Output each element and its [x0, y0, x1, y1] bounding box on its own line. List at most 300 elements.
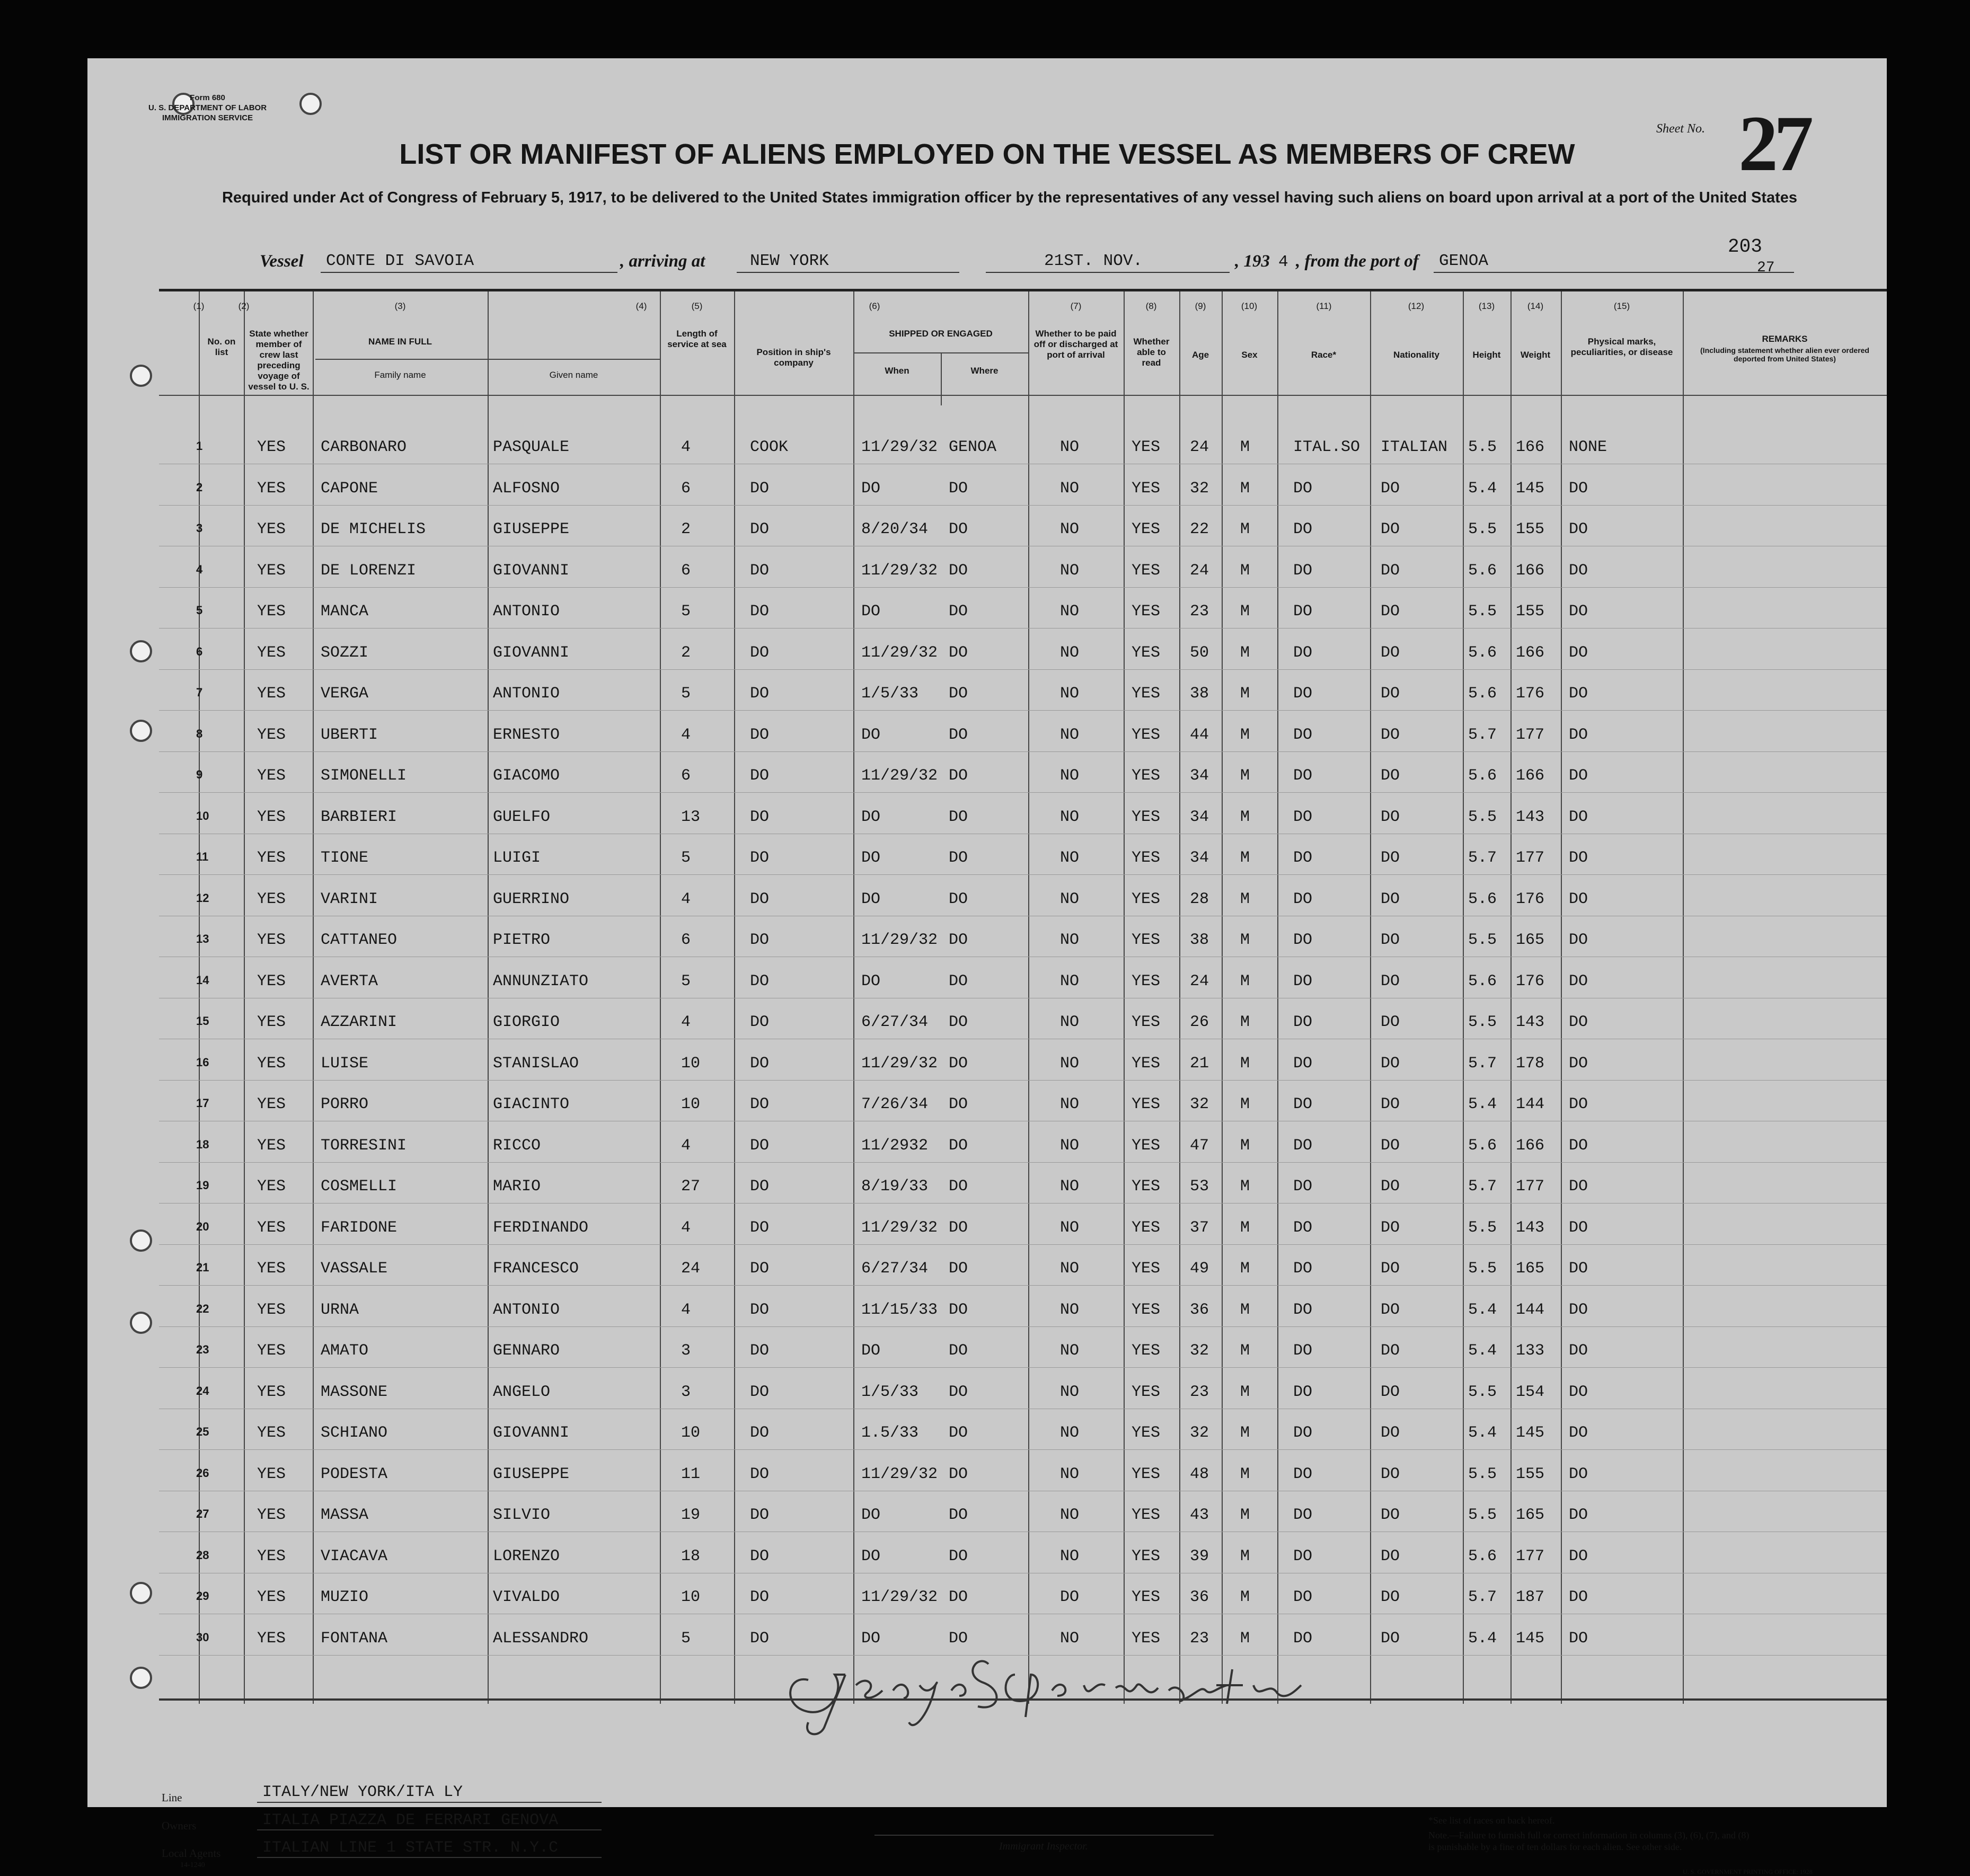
row-number: 27	[196, 1507, 209, 1520]
service-length-cell: 24	[681, 1260, 701, 1278]
able-to-read-cell: YES	[1132, 520, 1161, 538]
previous-voyage-cell: YES	[257, 1506, 286, 1524]
able-to-read-cell: YES	[1132, 1506, 1161, 1524]
sex-cell: M	[1240, 890, 1250, 908]
age-cell: 37	[1190, 1218, 1209, 1237]
paid-off-cell: NO	[1060, 1054, 1080, 1073]
position-cell: DO	[750, 1383, 770, 1401]
header-remarks-note: (Including statement whether alien ever ordered deported from United States)	[1700, 346, 1869, 363]
height-cell: 5.4	[1468, 1342, 1497, 1360]
physical-marks-cell: DO	[1569, 1054, 1588, 1073]
race-cell: DO	[1293, 561, 1313, 580]
race-cell: DO	[1293, 767, 1313, 785]
paid-off-cell: NO	[1060, 725, 1080, 744]
nationality-cell: DO	[1381, 1218, 1400, 1237]
shipped-when-cell: 11/29/32	[861, 1218, 938, 1237]
column-number: (4)	[635, 301, 647, 311]
sex-cell: M	[1240, 1300, 1250, 1319]
race-cell: DO	[1293, 643, 1313, 662]
position-cell: DO	[750, 931, 770, 949]
agents-label: Local Agents	[162, 1847, 221, 1860]
header-previous-voyage: State whether member of crew last preceding voyage of vessel to U. S.	[248, 329, 310, 392]
row-rule	[159, 1244, 1887, 1245]
header-age: Age	[1191, 350, 1209, 360]
previous-voyage-cell: YES	[257, 438, 286, 456]
age-cell: 34	[1190, 808, 1209, 826]
nationality-cell: DO	[1381, 767, 1400, 785]
nationality-cell: DO	[1381, 1178, 1400, 1196]
previous-voyage-cell: YES	[257, 1629, 286, 1648]
table-row	[159, 1536, 1887, 1577]
physical-marks-cell: DO	[1569, 1013, 1588, 1031]
column-divider	[941, 352, 942, 405]
shipped-when-cell: DO	[861, 972, 881, 990]
paid-off-cell: DO	[1060, 1588, 1080, 1606]
race-cell: DO	[1293, 520, 1313, 538]
age-cell: 32	[1190, 479, 1209, 498]
given-name-cell: GIOVANNI	[493, 561, 570, 580]
age-cell: 21	[1190, 1054, 1209, 1073]
weight-cell: 166	[1516, 1136, 1545, 1155]
table-row	[159, 1577, 1887, 1618]
row-number: 16	[196, 1055, 209, 1069]
owners-value: ITALIA PIAZZA DE FERRARI GENOVA	[262, 1811, 559, 1829]
punch-hole	[130, 1312, 152, 1334]
row-rule	[159, 1080, 1887, 1081]
punch-hole	[130, 640, 152, 662]
service-length-cell: 5	[681, 1629, 691, 1648]
height-cell: 5.4	[1468, 479, 1497, 498]
shipped-when-cell: 11/2932	[861, 1136, 929, 1155]
service-length-cell: 10	[681, 1588, 701, 1606]
service-length-cell: 6	[681, 931, 691, 949]
given-name-cell: GENNARO	[493, 1342, 560, 1360]
nationality-cell: DO	[1381, 1300, 1400, 1319]
vessel-label: Vessel	[260, 252, 304, 271]
physical-marks-cell: DO	[1569, 849, 1588, 867]
row-rule	[159, 1326, 1887, 1327]
race-cell: DO	[1293, 1095, 1313, 1113]
given-name-cell: ANGELO	[493, 1383, 551, 1401]
inspector-label: Immigrant Inspector.	[999, 1840, 1088, 1852]
weight-cell: 145	[1516, 1629, 1545, 1648]
able-to-read-cell: YES	[1132, 931, 1161, 949]
table-row	[159, 1166, 1887, 1207]
row-number: 14	[196, 973, 209, 987]
nationality-cell: DO	[1381, 725, 1400, 744]
row-number: 13	[196, 932, 209, 945]
race-cell: DO	[1293, 1383, 1313, 1401]
physical-marks-cell: DO	[1569, 520, 1588, 538]
row-number: 11	[196, 850, 209, 863]
nationality-cell: DO	[1381, 1136, 1400, 1155]
previous-voyage-cell: YES	[257, 1383, 286, 1401]
physical-marks-cell: DO	[1569, 1342, 1588, 1360]
nationality-cell: DO	[1381, 520, 1400, 538]
weight-cell: 143	[1516, 1013, 1545, 1031]
table-row	[159, 427, 1887, 468]
height-cell: 5.4	[1468, 1629, 1497, 1648]
weight-cell: 176	[1516, 972, 1545, 990]
weight-cell: 177	[1516, 725, 1545, 744]
sex-cell: M	[1240, 972, 1250, 990]
position-cell: DO	[750, 1095, 770, 1113]
line-label: Line	[162, 1791, 182, 1804]
table-row	[159, 919, 1887, 961]
height-cell: 5.5	[1468, 520, 1497, 538]
shipped-where-cell: GENOA	[949, 438, 997, 456]
previous-voyage-cell: YES	[257, 1547, 286, 1565]
family-name-cell: CAPONE	[321, 479, 378, 498]
weight-cell: 166	[1516, 561, 1545, 580]
weight-cell: 154	[1516, 1383, 1545, 1401]
shipped-when-cell: 11/29/32	[861, 1054, 938, 1073]
service-length-cell: 4	[681, 1300, 691, 1319]
race-cell: DO	[1293, 479, 1313, 498]
physical-marks-cell: DO	[1569, 1424, 1588, 1442]
service-length-cell: 4	[681, 1136, 691, 1155]
family-name-cell: MASSONE	[321, 1383, 388, 1401]
shipped-where-cell: DO	[949, 1465, 968, 1483]
sex-cell: M	[1240, 767, 1250, 785]
shipped-when-cell: 11/29/32	[861, 438, 938, 456]
age-cell: 32	[1190, 1342, 1209, 1360]
shipped-when-cell: DO	[861, 725, 881, 744]
service-length-cell: 4	[681, 438, 691, 456]
physical-marks-cell: DO	[1569, 808, 1588, 826]
shipped-when-cell: DO	[861, 1629, 881, 1648]
given-name-cell: GIOVANNI	[493, 1424, 570, 1442]
height-cell: 5.7	[1468, 1178, 1497, 1196]
field-rule	[737, 272, 959, 273]
age-cell: 23	[1190, 1383, 1209, 1401]
able-to-read-cell: YES	[1132, 1465, 1161, 1483]
previous-voyage-cell: YES	[257, 890, 286, 908]
paid-off-cell: NO	[1060, 890, 1080, 908]
race-cell: DO	[1293, 1136, 1313, 1155]
given-name-cell: STANISLAO	[493, 1054, 579, 1073]
paid-off-cell: NO	[1060, 1095, 1080, 1113]
service-length-cell: 3	[681, 1383, 691, 1401]
sex-cell: M	[1240, 1383, 1250, 1401]
column-number: (15)	[1613, 301, 1630, 311]
age-cell: 32	[1190, 1095, 1209, 1113]
age-cell: 47	[1190, 1136, 1209, 1155]
shipped-where-cell: DO	[949, 1424, 968, 1442]
position-cell: DO	[750, 1342, 770, 1360]
sheet-number: 27	[1738, 100, 1809, 188]
sex-cell: M	[1240, 1178, 1250, 1196]
position-cell: DO	[750, 1136, 770, 1155]
service-length-cell: 4	[681, 725, 691, 744]
family-name-cell: DE LORENZI	[321, 561, 417, 580]
previous-voyage-cell: YES	[257, 931, 286, 949]
column-number: (11)	[1316, 301, 1332, 311]
weight-cell: 176	[1516, 890, 1545, 908]
weight-cell: 165	[1516, 931, 1545, 949]
race-cell: DO	[1293, 603, 1313, 621]
arrival-port: NEW YORK	[750, 252, 829, 270]
shipped-where-cell: DO	[949, 1013, 968, 1031]
paid-off-cell: NO	[1060, 643, 1080, 662]
shipped-when-cell: 8/20/34	[861, 520, 929, 538]
paid-off-cell: NO	[1060, 1342, 1080, 1360]
service-length-cell: 10	[681, 1424, 701, 1442]
previous-voyage-cell: YES	[257, 603, 286, 621]
height-cell: 5.5	[1468, 1383, 1497, 1401]
physical-marks-cell: DO	[1569, 1218, 1588, 1237]
row-rule	[159, 874, 1887, 875]
physical-marks-cell: DO	[1569, 561, 1588, 580]
service-length-cell: 13	[681, 808, 701, 826]
physical-marks-cell: DO	[1569, 479, 1588, 498]
shipped-when-cell: DO	[861, 603, 881, 621]
shipped-when-cell: 1/5/33	[861, 685, 919, 703]
field-rule	[257, 1829, 602, 1830]
service-length-cell: 5	[681, 603, 691, 621]
paid-off-cell: NO	[1060, 438, 1080, 456]
age-cell: 26	[1190, 1013, 1209, 1031]
able-to-read-cell: YES	[1132, 1095, 1161, 1113]
sex-cell: M	[1240, 725, 1250, 744]
header-when: When	[885, 366, 909, 376]
printer-line: U. S. GOVERNMENT PRINTING OFFICE: 1928	[1683, 1868, 1813, 1875]
able-to-read-cell: YES	[1132, 1218, 1161, 1237]
family-name-cell: FONTANA	[321, 1629, 388, 1648]
able-to-read-cell: YES	[1132, 849, 1161, 867]
weight-cell: 145	[1516, 1424, 1545, 1442]
age-cell: 36	[1190, 1300, 1209, 1319]
column-number: (13)	[1478, 301, 1495, 311]
race-cell: DO	[1293, 972, 1313, 990]
able-to-read-cell: YES	[1132, 1178, 1161, 1196]
shipped-when-cell: DO	[861, 849, 881, 867]
height-cell: 5.6	[1468, 767, 1497, 785]
previous-voyage-cell: YES	[257, 1588, 286, 1606]
position-cell: DO	[750, 1300, 770, 1319]
row-rule	[159, 505, 1887, 506]
header-paid-off: Whether to be paid off or discharged at port of arrival	[1033, 329, 1118, 360]
page-title: LIST OR MANIFEST OF ALIENS EMPLOYED ON THE VESSEL AS MEMBERS OF CREW	[399, 138, 1575, 170]
field-rule	[1434, 272, 1794, 273]
column-number: (2)	[238, 301, 250, 311]
physical-marks-cell: DO	[1569, 1465, 1588, 1483]
position-cell: DO	[750, 1629, 770, 1648]
row-number: 19	[196, 1179, 209, 1192]
punch-hole	[130, 720, 152, 742]
age-cell: 38	[1190, 931, 1209, 949]
service-length-cell: 10	[681, 1095, 701, 1113]
given-name-cell: GUERRINO	[493, 890, 570, 908]
row-number: 9	[196, 768, 203, 781]
given-name-cell: GIACINTO	[493, 1095, 570, 1113]
weight-cell: 176	[1516, 685, 1545, 703]
height-cell: 5.5	[1468, 1260, 1497, 1278]
header-family-name: Family name	[374, 370, 426, 380]
shipped-where-cell: DO	[949, 972, 968, 990]
shipped-when-cell: 1.5/33	[861, 1424, 919, 1442]
row-number: 28	[196, 1548, 209, 1562]
header-race: Race*	[1311, 350, 1337, 360]
paid-off-cell: NO	[1060, 1547, 1080, 1565]
row-number: 20	[196, 1219, 209, 1233]
nationality-cell: DO	[1381, 890, 1400, 908]
arriving-label: , arriving at	[620, 252, 705, 271]
position-cell: DO	[750, 1506, 770, 1524]
weight-cell: 187	[1516, 1588, 1545, 1606]
sex-cell: M	[1240, 1465, 1250, 1483]
able-to-read-cell: YES	[1132, 972, 1161, 990]
given-name-cell: LUIGI	[493, 849, 541, 867]
race-cell: DO	[1293, 1178, 1313, 1196]
given-name-cell: ANTONIO	[493, 1300, 560, 1319]
position-cell: DO	[750, 1588, 770, 1606]
field-rule	[257, 1857, 602, 1858]
table-row	[159, 797, 1887, 838]
shipped-where-cell: DO	[949, 1136, 968, 1155]
shipped-when-cell: 1/5/33	[861, 1383, 919, 1401]
shipped-when-cell: DO	[861, 808, 881, 826]
weight-cell: 155	[1516, 520, 1545, 538]
position-cell: DO	[750, 1465, 770, 1483]
header-no-on-list: No. on list	[207, 337, 236, 357]
punch-hole	[299, 93, 322, 115]
family-name-cell: DE MICHELIS	[321, 520, 426, 538]
row-number: 15	[196, 1014, 209, 1028]
previous-voyage-cell: YES	[257, 561, 286, 580]
height-cell: 5.5	[1468, 603, 1497, 621]
shipped-where-cell: DO	[949, 1547, 968, 1565]
given-name-cell: MARIO	[493, 1178, 541, 1196]
position-cell: DO	[750, 520, 770, 538]
from-port: GENOA	[1439, 252, 1489, 270]
age-cell: 22	[1190, 520, 1209, 538]
header-length-service: Length of service at sea	[667, 329, 727, 349]
age-cell: 23	[1190, 603, 1209, 621]
row-number: 17	[196, 1096, 209, 1110]
table-row	[159, 755, 1887, 797]
weight-cell: 166	[1516, 438, 1545, 456]
race-cell: DO	[1293, 931, 1313, 949]
previous-voyage-cell: YES	[257, 1342, 286, 1360]
row-number: 23	[196, 1343, 209, 1356]
table-row	[159, 468, 1887, 509]
sex-cell: M	[1240, 479, 1250, 498]
nationality-cell: DO	[1381, 1547, 1400, 1565]
nationality-cell: DO	[1381, 1342, 1400, 1360]
family-name-cell: TORRESINI	[321, 1136, 407, 1155]
given-name-cell: VIVALDO	[493, 1588, 560, 1606]
weight-cell: 178	[1516, 1054, 1545, 1073]
table-row	[159, 591, 1887, 632]
race-cell: DO	[1293, 1465, 1313, 1483]
paid-off-cell: NO	[1060, 561, 1080, 580]
header-bottom-rule	[159, 395, 1887, 396]
sex-cell: M	[1240, 808, 1250, 826]
given-name-cell: ALESSANDRO	[493, 1629, 589, 1648]
position-cell: DO	[750, 767, 770, 785]
table-row	[159, 1412, 1887, 1454]
service-length-cell: 27	[681, 1178, 701, 1196]
position-cell: DO	[750, 1424, 770, 1442]
age-cell: 43	[1190, 1506, 1209, 1524]
able-to-read-cell: YES	[1132, 725, 1161, 744]
line-value: ITALY/NEW YORK/ITA LY	[262, 1783, 463, 1801]
physical-marks-cell: DO	[1569, 1547, 1588, 1565]
header-height: Height	[1472, 350, 1501, 360]
physical-marks-cell: DO	[1569, 1178, 1588, 1196]
sex-cell: M	[1240, 1054, 1250, 1073]
weight-cell: 143	[1516, 1218, 1545, 1237]
family-name-cell: UBERTI	[321, 725, 378, 744]
given-name-cell: SILVIO	[493, 1506, 551, 1524]
given-name-cell: GIUSEPPE	[493, 520, 570, 538]
family-name-cell: BARBIERI	[321, 808, 397, 826]
previous-voyage-cell: YES	[257, 685, 286, 703]
able-to-read-cell: YES	[1132, 685, 1161, 703]
arrival-date: 21ST. NOV.	[1044, 252, 1143, 270]
physical-marks-cell: DO	[1569, 1300, 1588, 1319]
row-number: 8	[196, 727, 203, 740]
shipped-where-cell: DO	[949, 1629, 968, 1648]
form-code: 14-1240	[180, 1861, 205, 1869]
race-cell: DO	[1293, 1424, 1313, 1442]
height-cell: 5.7	[1468, 1054, 1497, 1073]
family-name-cell: PORRO	[321, 1095, 369, 1113]
race-cell: DO	[1293, 1300, 1313, 1319]
given-name-cell: FRANCESCO	[493, 1260, 579, 1278]
race-cell: DO	[1293, 1218, 1313, 1237]
sex-cell: M	[1240, 1588, 1250, 1606]
age-cell: 24	[1190, 972, 1209, 990]
row-number: 24	[196, 1384, 209, 1397]
physical-marks-cell: DO	[1569, 972, 1588, 990]
physical-marks-cell: DO	[1569, 767, 1588, 785]
weight-cell: 177	[1516, 1178, 1545, 1196]
height-cell: 5.5	[1468, 931, 1497, 949]
sex-cell: M	[1240, 603, 1250, 621]
nationality-cell: DO	[1381, 1383, 1400, 1401]
given-name-cell: GIUSEPPE	[493, 1465, 570, 1483]
table-row	[159, 1084, 1887, 1125]
paid-off-cell: NO	[1060, 972, 1080, 990]
nationality-cell: DO	[1381, 849, 1400, 867]
family-name-cell: CATTANEO	[321, 931, 397, 949]
nationality-cell: DO	[1381, 1013, 1400, 1031]
position-cell: DO	[750, 1013, 770, 1031]
shipped-where-cell: DO	[949, 890, 968, 908]
height-cell: 5.6	[1468, 1136, 1497, 1155]
shipped-when-cell: 8/19/33	[861, 1178, 929, 1196]
header-position: Position in ship's company	[756, 347, 831, 368]
age-cell: 23	[1190, 1629, 1209, 1648]
row-number: 1	[196, 439, 203, 453]
paid-off-cell: NO	[1060, 1136, 1080, 1155]
service-name: IMMIGRATION SERVICE	[162, 113, 253, 122]
sheet-label: Sheet No.	[1656, 122, 1705, 136]
row-number: 21	[196, 1261, 209, 1274]
previous-voyage-cell: YES	[257, 1300, 286, 1319]
family-name-cell: VARINI	[321, 890, 378, 908]
nationality-cell: DO	[1381, 972, 1400, 990]
row-rule	[159, 1203, 1887, 1204]
row-rule	[159, 669, 1887, 670]
row-rule	[159, 751, 1887, 752]
paid-off-cell: NO	[1060, 603, 1080, 621]
header-shipped-engaged: SHIPPED OR ENGAGED	[889, 329, 993, 339]
height-cell: 5.6	[1468, 561, 1497, 580]
service-length-cell: 5	[681, 972, 691, 990]
